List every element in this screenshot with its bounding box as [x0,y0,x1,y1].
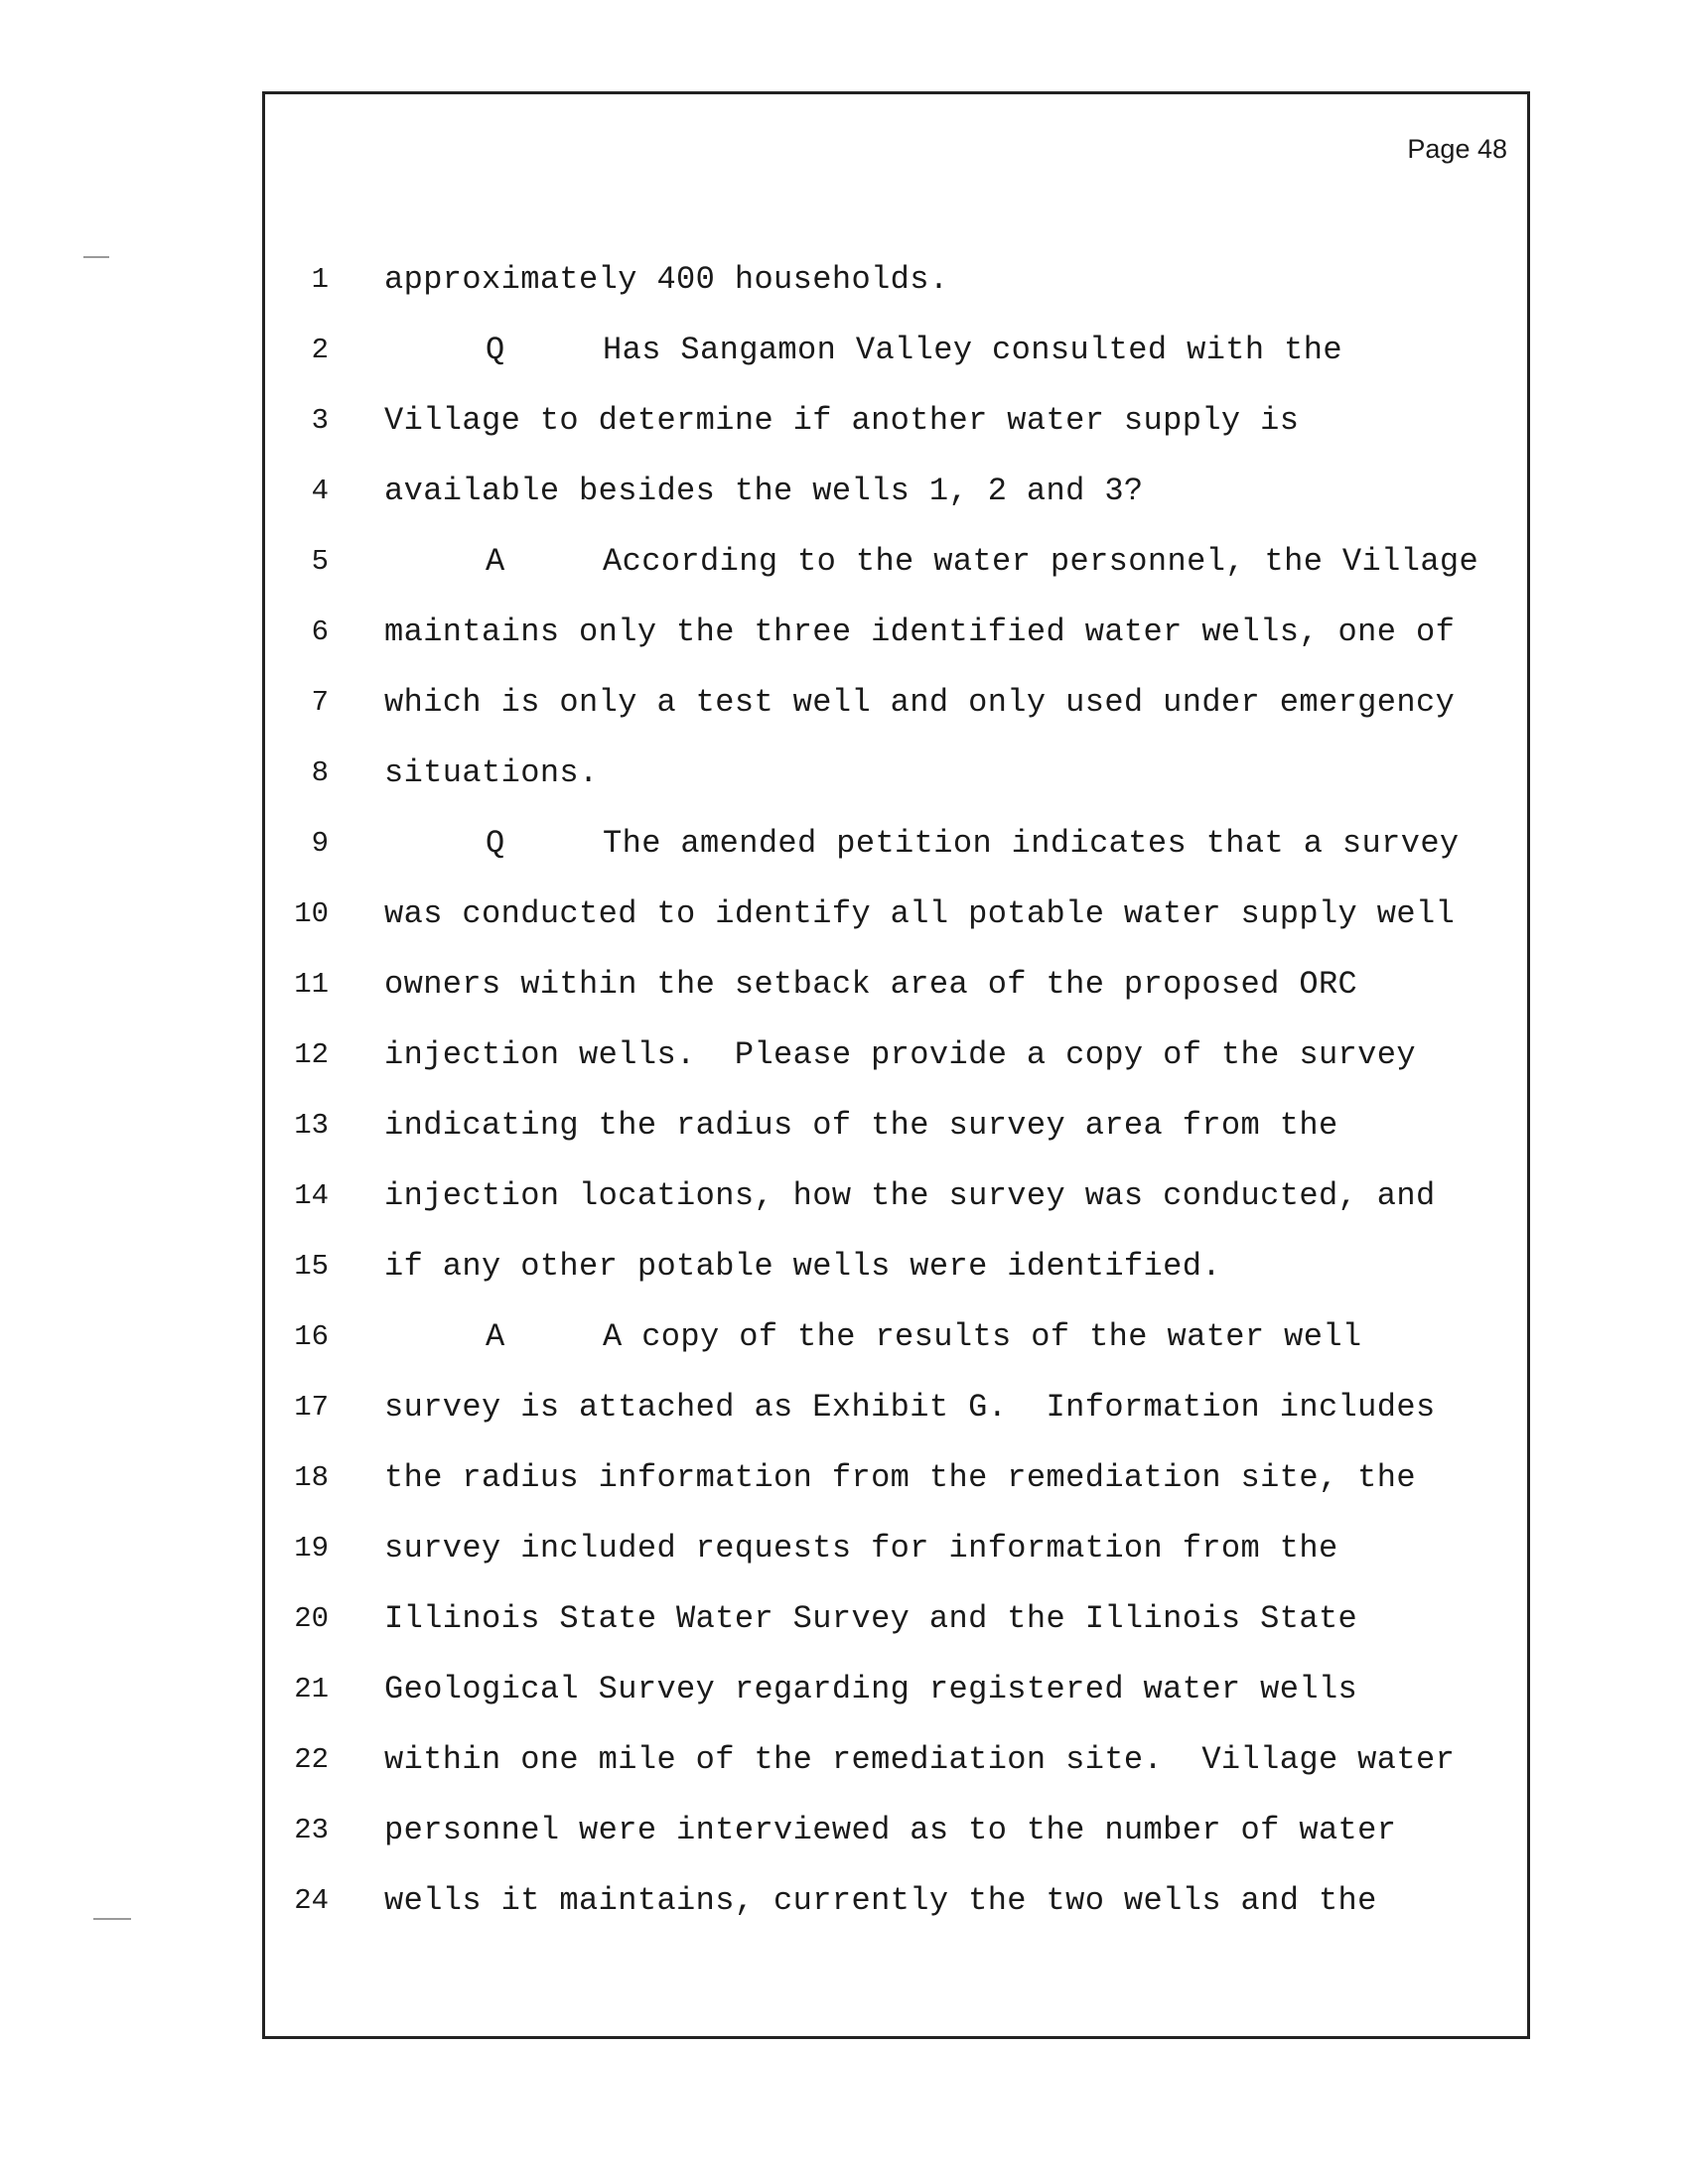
transcript-line [265,1025,1527,1085]
line-text: within one mile of the remediation site. Village water [384,1741,1456,1778]
line-number: 2 [311,334,329,366]
line-text: survey is attached as Exhibit G. Information includes [384,1389,1436,1426]
line-number: 10 [294,897,329,930]
page-number: Page 48 [1407,134,1507,164]
line-text: approximately 400 households. [384,261,949,298]
line-number: 22 [294,1743,329,1776]
line-text: situations. [384,754,599,791]
line-text: survey included requests for information from the [384,1530,1338,1567]
line-number: 5 [311,545,329,578]
line-text: According to the water personnel, the Village [603,543,1479,580]
line-text: the radius information from the remediation site, the [384,1459,1416,1496]
line-text: available besides the wells 1, 2 and 3? [384,473,1144,509]
line-text: Village to determine if another water supply is [384,402,1300,439]
transcript-line [265,532,1527,592]
line-text: Has Sangamon Valley consulted with the [603,332,1342,368]
line-text: Geological Survey regarding registered water wells [384,1671,1358,1707]
transcript-line [265,1519,1527,1578]
speaker-label: Q [486,332,505,368]
transcript-line [265,603,1527,662]
line-text: The amended petition indicates that a survey [603,825,1460,862]
transcript-line [265,1307,1527,1367]
line-number: 23 [294,1814,329,1846]
transcript-line [265,462,1527,521]
line-text: personnel were interviewed as to the number of water [384,1812,1397,1848]
line-number: 13 [294,1109,329,1142]
speaker-label: A [486,543,505,580]
line-number: 20 [294,1602,329,1635]
line-number: 11 [294,968,329,1001]
line-number: 4 [311,475,329,507]
line-text: owners within the setback area of the proposed ORC [384,966,1358,1003]
speaker-label: A [486,1318,505,1355]
transcript-line [265,955,1527,1015]
transcript-line [265,250,1527,310]
transcript-line [265,391,1527,451]
line-text: if any other potable wells were identified. [384,1248,1221,1285]
transcript-line [265,1378,1527,1437]
transcript-line [265,744,1527,803]
line-number: 6 [311,615,329,648]
transcript-line [265,1801,1527,1860]
line-number: 21 [294,1673,329,1706]
transcript-line [265,1096,1527,1156]
scan-mark-bottom [93,1918,131,1920]
transcript-line [265,1448,1527,1508]
transcript-line [265,1589,1527,1649]
line-number: 9 [311,827,329,860]
line-text: which is only a test well and only used under emergency [384,684,1456,721]
line-text: maintains only the three identified water wells, one of [384,614,1456,650]
line-number: 7 [311,686,329,719]
speaker-label: Q [486,825,505,862]
line-text: injection wells. Please provide a copy of the survey [384,1036,1416,1073]
transcript-line [265,1871,1527,1931]
transcript-line [265,1660,1527,1719]
line-number: 14 [294,1179,329,1212]
line-text: indicating the radius of the survey area from the [384,1107,1338,1144]
line-number: 17 [294,1391,329,1424]
line-number: 15 [294,1250,329,1283]
line-number: 19 [294,1532,329,1565]
line-number: 8 [311,756,329,789]
line-number: 12 [294,1038,329,1071]
line-text: wells it maintains, currently the two wells and the [384,1882,1377,1919]
transcript-line [265,321,1527,380]
line-number: 16 [294,1320,329,1353]
transcript-line [265,1730,1527,1790]
transcript-page [262,91,1530,2039]
transcript-line [265,1237,1527,1297]
line-text: Illinois State Water Survey and the Illinois State [384,1600,1358,1637]
line-number: 24 [294,1884,329,1917]
scan-mark-top [83,256,109,258]
line-text: was conducted to identify all potable water supply well [384,895,1456,932]
line-number: 1 [311,263,329,296]
line-number: 3 [311,404,329,437]
transcript-line [265,885,1527,944]
transcript-line [265,814,1527,874]
line-text: injection locations, how the survey was conducted, and [384,1177,1436,1214]
line-number: 18 [294,1461,329,1494]
transcript-line [265,1166,1527,1226]
line-text: A copy of the results of the water well [603,1318,1362,1355]
transcript-line [265,673,1527,733]
